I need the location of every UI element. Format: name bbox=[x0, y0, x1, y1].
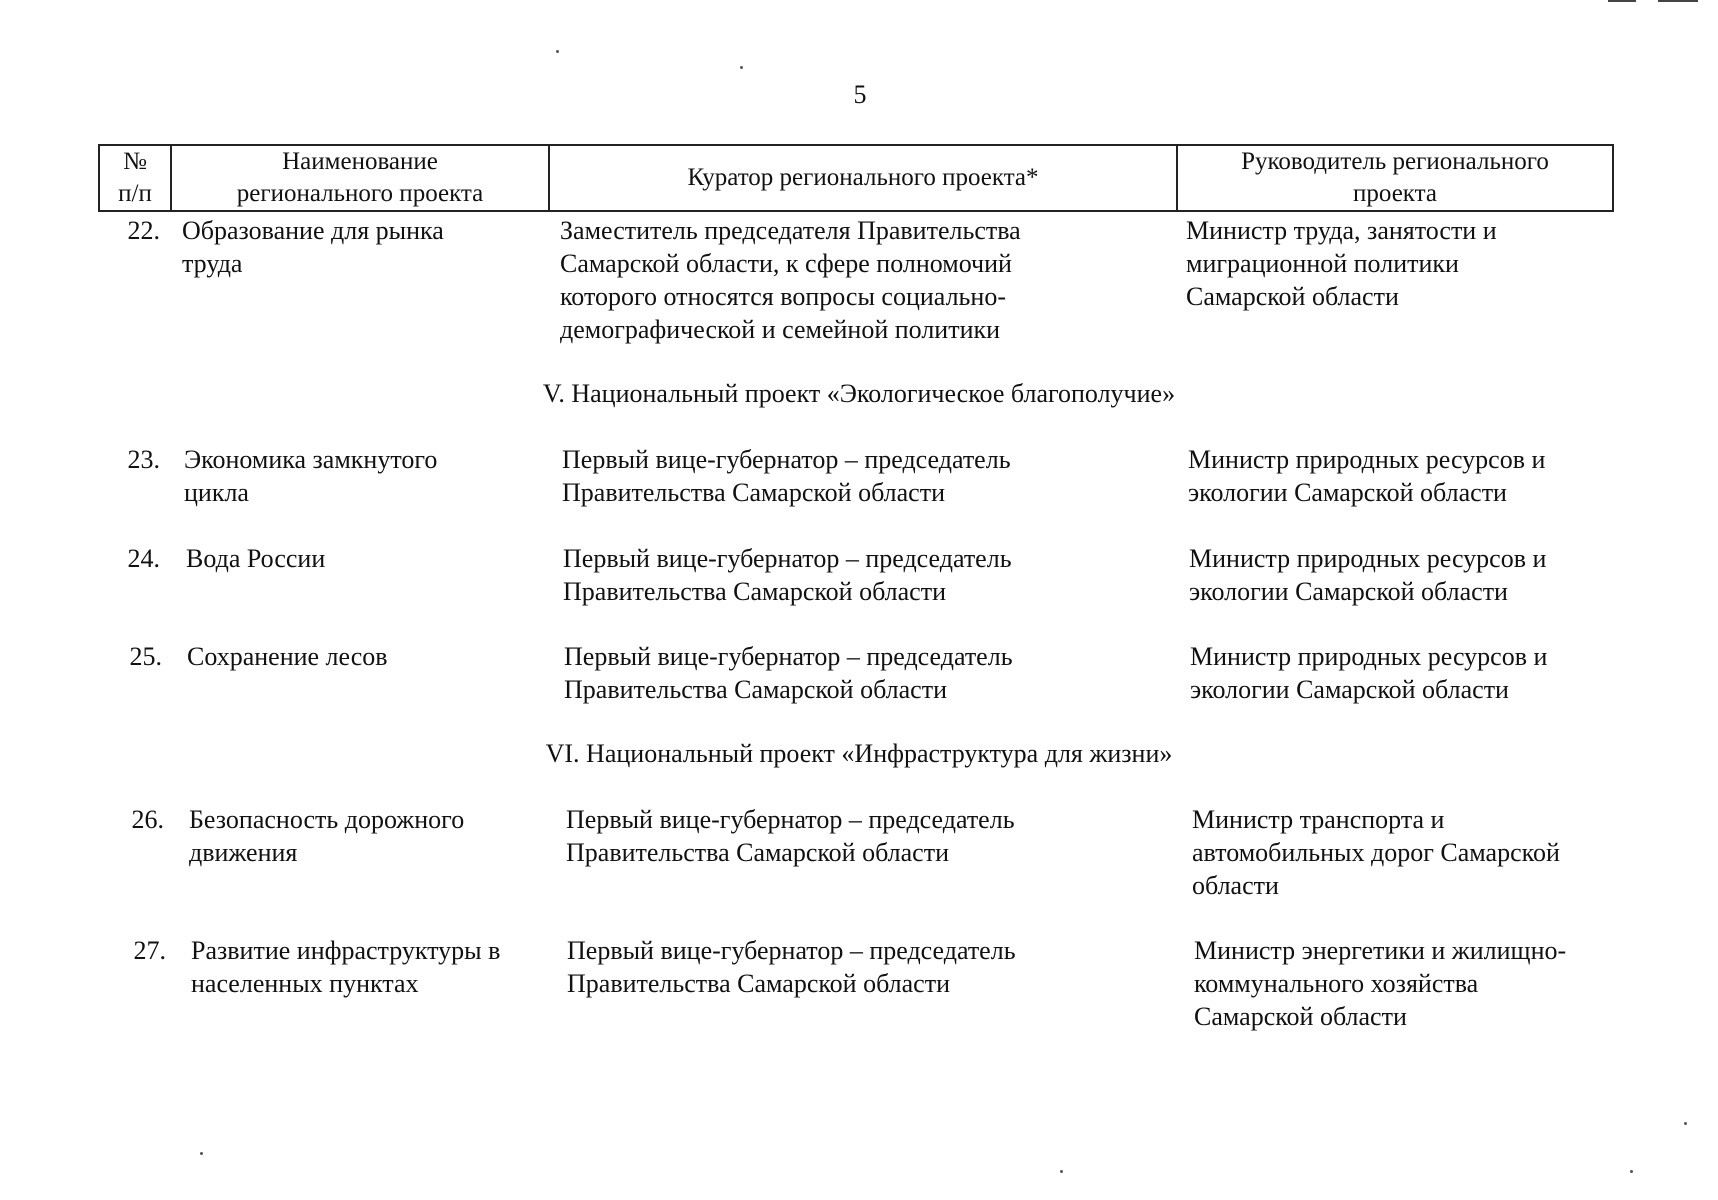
row-project-name bbox=[189, 803, 559, 869]
row-number: 27. bbox=[133, 936, 166, 965]
row-head bbox=[1194, 934, 1718, 1033]
header-col-head-line2: проекта bbox=[1353, 180, 1437, 207]
row-number: 24. bbox=[127, 544, 160, 573]
table-header bbox=[98, 144, 1614, 212]
row-number: 23. bbox=[127, 445, 160, 474]
row-head bbox=[1186, 214, 1718, 313]
row-head-line: Самарской области bbox=[1194, 1002, 1407, 1031]
row-project-name-line: Сохранение лесов bbox=[187, 642, 388, 671]
row-project-name-line: Образование для рынка bbox=[182, 216, 444, 245]
row-project-name-line: цикла bbox=[184, 478, 249, 507]
row-curator bbox=[563, 542, 1123, 608]
row-head-line: коммунального хозяйства bbox=[1194, 969, 1479, 998]
row-head bbox=[1190, 640, 1718, 706]
row-head-line: Самарской области bbox=[1186, 282, 1399, 311]
scan-speck bbox=[1684, 1122, 1687, 1125]
row-project-name bbox=[191, 934, 561, 1000]
header-col-project-name-line1: Наименование bbox=[282, 148, 438, 175]
row-head-line: Министр транспорта и bbox=[1192, 805, 1445, 834]
row-curator-line: Правительства Самарской области bbox=[562, 478, 945, 507]
row-head-line: экологии Самарской области bbox=[1188, 478, 1507, 507]
row-head-line: экологии Самарской области bbox=[1190, 675, 1509, 704]
row-head-line: Министр природных ресурсов и bbox=[1190, 642, 1548, 671]
row-curator-line: которого относятся вопросы социально- bbox=[560, 282, 1006, 311]
row-number: 25. bbox=[129, 642, 162, 671]
row-head-line: Министр труда, занятости и bbox=[1186, 216, 1497, 245]
row-curator-line: Правительства Самарской области bbox=[566, 838, 949, 867]
row-head-line: Министр природных ресурсов и bbox=[1189, 544, 1547, 573]
row-curator-line: Первый вице-губернатор – председатель bbox=[567, 936, 1016, 965]
row-number: 26. bbox=[131, 805, 164, 834]
scan-speck bbox=[1630, 1170, 1633, 1173]
row-curator bbox=[562, 443, 1122, 509]
section-heading: V. Национальный проект «Экологическое благополучие» bbox=[542, 379, 1176, 408]
row-curator-line: демографической и семейной политики bbox=[560, 315, 1001, 344]
row-curator-line: Заместитель председателя Правительства bbox=[560, 216, 1021, 245]
row-project-name-line: населенных пунктах bbox=[191, 969, 419, 998]
row-head-line: миграционной политики bbox=[1186, 249, 1459, 278]
row-curator-line: Правительства Самарской области bbox=[564, 675, 947, 704]
scan-speck bbox=[556, 50, 559, 53]
header-col-number-line2: п/п bbox=[118, 180, 152, 207]
row-project-name-line: движения bbox=[189, 838, 298, 867]
row-head-line: Министр природных ресурсов и bbox=[1188, 445, 1546, 474]
row-head bbox=[1188, 443, 1718, 509]
row-curator-line: Правительства Самарской области bbox=[567, 969, 950, 998]
row-head-line: Министр энергетики и жилищно- bbox=[1194, 936, 1567, 965]
row-project-name-line: Развитие инфраструктуры в bbox=[191, 936, 501, 965]
header-col-project-name-line2: регионального проекта bbox=[236, 180, 484, 207]
scan-edge-marks bbox=[1598, 0, 1718, 4]
header-col-curator: Куратор регионального проекта* bbox=[549, 145, 1177, 211]
row-project-name-line: Экономика замкнутого bbox=[184, 445, 438, 474]
row-head bbox=[1192, 803, 1718, 902]
row-curator bbox=[566, 803, 1126, 869]
row-curator-line: Первый вице-губернатор – председатель bbox=[562, 445, 1011, 474]
row-curator-line: Первый вице-губернатор – председатель bbox=[566, 805, 1015, 834]
row-project-name-line: Безопасность дорожного bbox=[189, 805, 465, 834]
row-curator bbox=[567, 934, 1127, 1000]
row-project-name bbox=[186, 542, 556, 575]
header-col-head-line1: Руководитель регионального bbox=[1241, 148, 1549, 175]
row-curator bbox=[560, 214, 1120, 346]
row-head bbox=[1189, 542, 1718, 608]
scan-speck bbox=[1060, 1170, 1063, 1173]
row-project-name bbox=[184, 443, 554, 509]
row-project-name bbox=[187, 640, 557, 673]
row-head-line: автомобильных дорог Самарской bbox=[1192, 838, 1560, 867]
row-curator-line: Самарской области, к сфере полномочий bbox=[560, 249, 1012, 278]
row-project-name bbox=[182, 214, 552, 280]
row-curator-line: Первый вице-губернатор – председатель bbox=[564, 642, 1013, 671]
row-head-line: области bbox=[1192, 871, 1279, 900]
header-col-number-line1: № bbox=[123, 148, 147, 175]
page-number: 5 bbox=[853, 80, 867, 109]
scan-speck bbox=[740, 66, 743, 69]
header-col-head bbox=[1177, 145, 1613, 211]
scan-speck bbox=[200, 1152, 203, 1155]
header-col-number bbox=[99, 145, 171, 211]
row-project-name-line: Вода России bbox=[186, 544, 326, 573]
row-curator-line: Первый вице-губернатор – председатель bbox=[563, 544, 1012, 573]
section-heading: VI. Национальный проект «Инфраструктура для жизни» bbox=[545, 739, 1173, 768]
row-project-name-line: труда bbox=[182, 249, 243, 278]
header-col-project-name bbox=[171, 145, 549, 211]
row-curator bbox=[564, 640, 1124, 706]
row-curator-line: Правительства Самарской области bbox=[563, 577, 946, 606]
row-head-line: экологии Самарской области bbox=[1189, 577, 1508, 606]
row-number: 22. bbox=[127, 216, 160, 245]
